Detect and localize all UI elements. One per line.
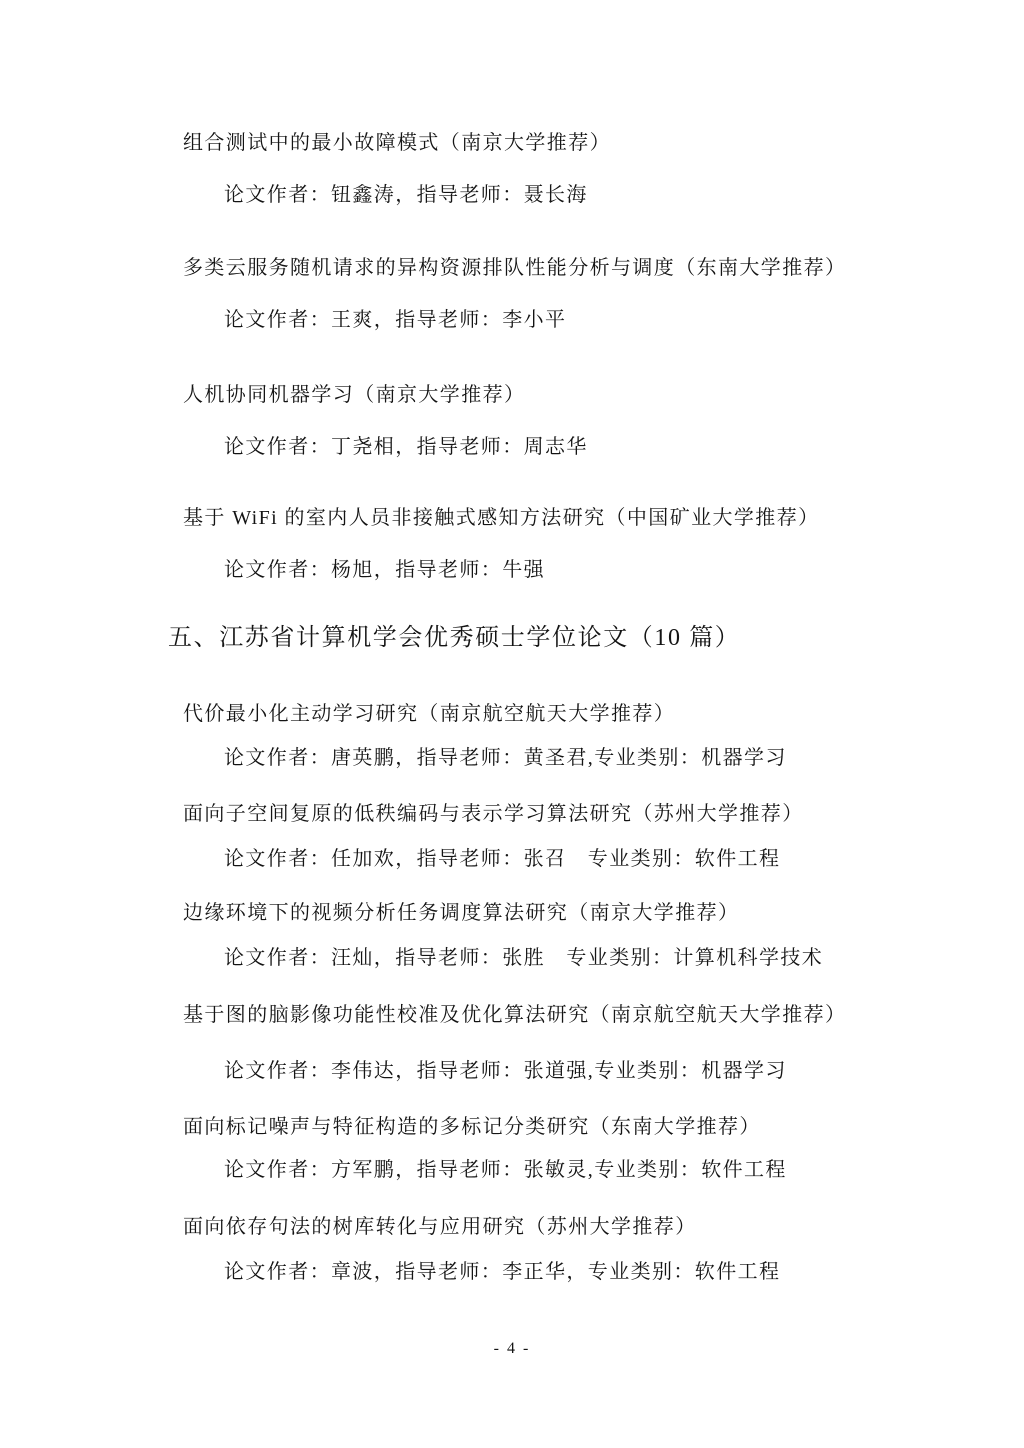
thesis-title: 面向子空间复原的低秩编码与表示学习算法研究（苏州大学推荐）	[183, 803, 804, 825]
thesis-authors: 论文作者：任加欢，指导老师：张召 专业类别：软件工程	[224, 848, 781, 870]
thesis-title: 基于 WiFi 的室内人员非接触式感知方法研究（中国矿业大学推荐）	[183, 507, 820, 529]
thesis-title: 基于图的脑影像功能性校准及优化算法研究（南京航空航天大学推荐）	[183, 1004, 847, 1026]
thesis-authors: 论文作者：章波，指导老师：李正华，专业类别：软件工程	[224, 1261, 781, 1283]
thesis-title: 代价最小化主动学习研究（南京航空航天大学推荐）	[183, 703, 676, 725]
thesis-title: 组合测试中的最小故障模式（南京大学推荐）	[183, 132, 611, 154]
thesis-title: 面向标记噪声与特征构造的多标记分类研究（东南大学推荐）	[183, 1116, 761, 1138]
thesis-title: 多类云服务随机请求的异构资源排队性能分析与调度（东南大学推荐）	[183, 257, 847, 279]
thesis-authors: 论文作者：方军鹏，指导老师：张敏灵,专业类别：软件工程	[224, 1159, 787, 1181]
section-heading: 五、江苏省计算机学会优秀硕士学位论文（10 篇）	[168, 625, 741, 651]
thesis-authors: 论文作者：李伟达，指导老师：张道强,专业类别：机器学习	[224, 1060, 787, 1082]
page-number: - 4 -	[493, 1340, 531, 1357]
thesis-authors: 论文作者：丁尧相，指导老师：周志华	[224, 436, 588, 458]
thesis-title: 人机协同机器学习（南京大学推荐）	[183, 384, 526, 406]
thesis-authors: 论文作者：唐英鹏，指导老师：黄圣君,专业类别：机器学习	[224, 747, 787, 769]
thesis-authors: 论文作者：钮鑫涛，指导老师：聂长海	[224, 184, 588, 206]
thesis-authors: 论文作者：汪灿，指导老师：张胜 专业类别：计算机科学技术	[224, 947, 824, 969]
thesis-authors: 论文作者：杨旭，指导老师：牛强	[224, 559, 545, 581]
thesis-title: 面向依存句法的树库转化与应用研究（苏州大学推荐）	[183, 1216, 697, 1238]
thesis-authors: 论文作者：王爽，指导老师：李小平	[224, 309, 567, 331]
thesis-title: 边缘环境下的视频分析任务调度算法研究（南京大学推荐）	[183, 902, 740, 924]
